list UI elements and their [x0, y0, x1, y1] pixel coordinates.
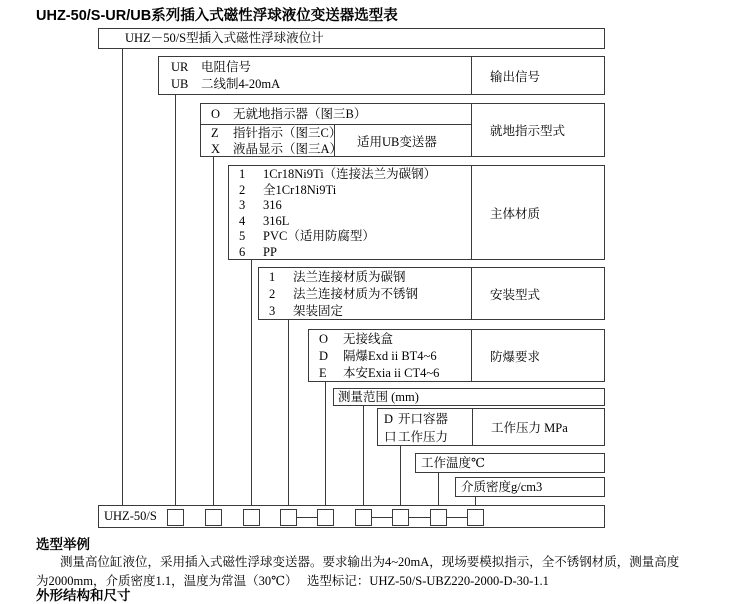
- option-code: 4: [239, 213, 246, 228]
- option-text: 无就地指示器（图三B）: [233, 107, 367, 121]
- indicator-lower-area: [201, 125, 471, 156]
- truncated-next-heading: 外形结构和尺寸: [36, 588, 131, 603]
- material-box: [228, 165, 605, 260]
- code-slot-2: [205, 509, 222, 526]
- option-code: 口: [384, 430, 397, 444]
- connector-line-explosion: [325, 382, 326, 505]
- option-code: UR: [171, 60, 189, 74]
- example-text-line2: 为2000mm，介质密度1.1，温度为常温（30℃） 选型标记：UHZ-50/S-UBZ220-2000-D-30-1.1: [36, 574, 549, 588]
- indicator-zx-options: [201, 125, 343, 156]
- slot-connector: [409, 517, 430, 518]
- pressure-label: 工作压力 MPa: [472, 409, 604, 445]
- option-text: 法兰连接材质为不锈钢: [293, 287, 419, 301]
- connector-line-output: [175, 95, 176, 505]
- option-code: D: [319, 349, 329, 363]
- option-code: 1: [239, 167, 246, 181]
- model-code-box: [98, 505, 605, 528]
- option-code: O: [319, 332, 329, 346]
- option-code: O: [211, 107, 221, 121]
- material-label: 主体材质: [471, 166, 604, 259]
- explosion-proof-label: 防爆要求: [471, 330, 604, 381]
- connector-line-material: [251, 260, 252, 505]
- density-label: 介质密度g/cm3: [461, 480, 543, 494]
- option-code: 6: [239, 244, 246, 259]
- option-code: 5: [239, 229, 246, 244]
- temperature-box: [415, 453, 605, 473]
- measuring-range-label: 测量范围 (mm): [338, 390, 419, 404]
- mounting-box: [258, 267, 605, 320]
- connector-line-product: [122, 48, 123, 505]
- option-code: D: [384, 412, 394, 426]
- option-code: Z: [211, 126, 219, 140]
- option-text: 液晶显示（图三A）: [233, 142, 343, 156]
- option-code: E: [319, 366, 327, 380]
- option-text: 二线制4-20mA: [201, 77, 281, 91]
- option-code: 2: [239, 182, 246, 197]
- option-text: 法兰连接材质为碳钢: [293, 270, 406, 284]
- page-title: UHZ-50/S-UR/UB系列插入式磁性浮球液位变送器选型表: [36, 8, 398, 24]
- mounting-label: 安装型式: [471, 268, 604, 319]
- indicator-options: [201, 104, 471, 156]
- option-code: 2: [269, 287, 276, 301]
- explosion-proof-box: [308, 329, 605, 382]
- option-text: 电阻信号: [201, 60, 252, 74]
- code-slot-1: [167, 509, 184, 526]
- option-row: [201, 104, 471, 125]
- slot-connector: [447, 517, 467, 518]
- code-slot-8: [430, 509, 447, 526]
- indicator-type-label: 就地指示型式: [471, 104, 604, 156]
- connector-line-density: [475, 497, 476, 505]
- temperature-label: 工作温度℃: [421, 456, 485, 470]
- model-code-prefix: UHZ-50/S: [104, 509, 157, 523]
- option-code: 3: [269, 304, 276, 318]
- code-slot-4: [280, 509, 297, 526]
- option-text: 本安Exia ii CT4~6: [343, 366, 440, 380]
- option-text: 无接线盒: [343, 332, 394, 346]
- output-signal-label: 输出信号: [471, 57, 604, 94]
- code-slot-6: [355, 509, 372, 526]
- measuring-range-box: [333, 388, 605, 406]
- product-name-box: [98, 28, 605, 49]
- option-code: X: [211, 142, 221, 156]
- option-row: [211, 125, 342, 141]
- example-heading: 选型举例: [36, 537, 90, 552]
- option-text: PP: [263, 244, 277, 259]
- option-code: 1: [269, 270, 276, 284]
- code-slot-5: [317, 509, 334, 526]
- option-text: 开口容器: [398, 412, 449, 426]
- option-row: [211, 141, 343, 157]
- slot-connector: [372, 517, 392, 518]
- indicator-type-box: [200, 103, 605, 157]
- option-text: 隔爆Exd ii BT4~6: [343, 349, 437, 363]
- code-slot-3: [243, 509, 260, 526]
- pressure-box: [377, 408, 605, 446]
- option-text: 316L: [263, 213, 290, 228]
- option-text: 指针指示（图三C）: [233, 126, 342, 140]
- option-code: UB: [171, 77, 189, 91]
- density-box: [455, 477, 605, 497]
- output-signal-box: [158, 56, 605, 95]
- option-text: 1Cr18Ni9Ti（连接法兰为碳钢）: [263, 167, 437, 181]
- code-slot-9: [467, 509, 484, 526]
- option-text: PVC（适用防腐型）: [263, 229, 375, 244]
- option-text: 全1Cr18Ni9Ti: [263, 182, 337, 197]
- connector-line-pressure: [400, 446, 401, 505]
- example-text-line1: 测量高位缸液位，采用插入式磁性浮球变送器。要求输出为4~20mA，现场要模拟指示，全不锈钢材质，测量高度: [60, 555, 680, 569]
- code-slot-7: [392, 509, 409, 526]
- connector-line-temperature: [438, 473, 439, 505]
- slot-connector: [297, 517, 317, 518]
- option-text: 316: [263, 198, 282, 213]
- product-name-text: UHZ－50/S型插入式磁性浮球液位计: [125, 31, 324, 45]
- connector-line-range: [363, 406, 364, 505]
- option-text: 架装固定: [293, 304, 344, 318]
- connector-line-mounting: [288, 320, 289, 505]
- option-code: 3: [239, 198, 246, 213]
- indicator-note: 适用UB变送器: [334, 125, 471, 156]
- connector-line-indicator: [213, 157, 214, 505]
- option-text: 工作压力: [398, 430, 449, 444]
